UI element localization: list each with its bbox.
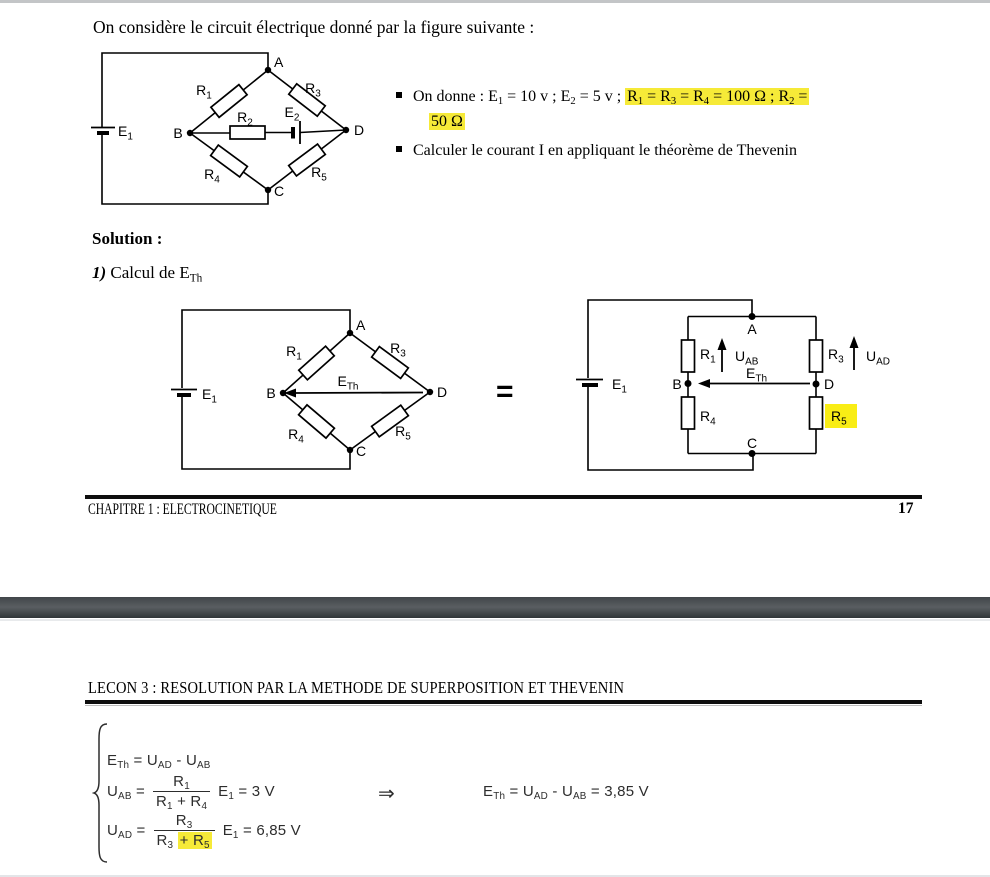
uab-denominator: $R_1 + R_4$: [153, 791, 210, 810]
circuit-bridge-figure: [85, 45, 385, 215]
uad-numerator: $R_3$: [175, 812, 193, 831]
label-eth: $E_{Th}$: [746, 365, 768, 385]
label-r5: $R_5$: [831, 408, 847, 428]
resistor-r4-box: [211, 145, 248, 177]
resistor-r4-box: [682, 397, 695, 429]
label-r5: $R_5$: [311, 164, 327, 184]
given-values-highlighted: $R_1 = R_3 = R_4 = 100$ Ω ; $R_2$ =: [627, 88, 808, 108]
resistor-r5-box: [810, 397, 823, 429]
label-node-b: B: [266, 385, 276, 401]
step-text: Calcul de $E_{Th}$: [110, 263, 203, 285]
label-r2: $R_2$: [237, 109, 253, 129]
bullet-item-text: [413, 84, 809, 134]
page-gap-lower-edge: [0, 619, 990, 621]
label-node-c: C: [746, 435, 758, 451]
uab-rhs: $E_1 = 3$ V: [218, 783, 275, 802]
resistor-r1-box: [682, 340, 695, 372]
label-r1: $R_1$: [700, 346, 716, 366]
step-number: 1): [92, 263, 107, 282]
lesson-heading-rule: [85, 700, 922, 704]
node-b-dot: [280, 390, 286, 396]
label-e1: $E_1$: [118, 123, 133, 143]
label-uab: $U_{AB}$: [735, 348, 759, 368]
eth-arrowhead: [698, 379, 710, 388]
label-e1: $E_1$: [202, 386, 217, 406]
footer-chapter-title: CHAPITRE 1 : ELECTROCINETIQUE: [88, 501, 277, 518]
r5-term-highlight: + $R_5$: [179, 832, 210, 851]
viewport-top-edge: [0, 0, 990, 3]
solution-heading: Solution :: [92, 229, 163, 248]
label-r4: $R_4$: [204, 166, 220, 186]
node-a-dot: [347, 330, 353, 336]
resistor-r4-box: [299, 405, 335, 438]
equivalence-equals-sign: =: [496, 375, 514, 408]
given-values-plain: On donne : $E_1 = 10$ v ; $E_2 = 5$ v ;: [413, 88, 626, 108]
label-r4: $R_4$: [700, 408, 716, 428]
uad-rhs: $E_1 = 6,85$ V: [222, 822, 301, 841]
uad-lhs: $U_{AD}$ =: [107, 822, 146, 841]
bullet-item-text: Calculer le courant I en appliquant le théorème de Thevenin: [413, 142, 797, 159]
label-r4: $R_4$: [288, 426, 304, 446]
equation-uab: [107, 773, 275, 810]
node-a-dot: [265, 67, 271, 73]
label-r3: $R_3$: [305, 80, 321, 100]
node-d-dot: [343, 127, 349, 133]
node-c-dot: [749, 450, 756, 457]
label-node-d: D: [824, 376, 835, 392]
circuit-thevenin-rectangular: [570, 290, 900, 485]
bullet-list: [396, 84, 944, 163]
node-c-dot: [265, 187, 271, 193]
label-node-a: A: [356, 317, 366, 333]
footer-rule: [85, 495, 922, 499]
uad-denominator: $R_3 + R_5$: [154, 830, 215, 849]
node-d-dot: [813, 381, 820, 388]
label-r1: $R_1$: [286, 343, 302, 363]
circuit-thevenin-bridge: [170, 300, 480, 480]
label-node-d: D: [354, 122, 365, 138]
label-r3: $R_3$: [828, 346, 844, 366]
page-gap-separator: [0, 597, 990, 618]
step-1-heading: [92, 263, 202, 283]
label-e1: $E_1$: [612, 376, 627, 396]
given-values-highlighted-2: 50 Ω: [431, 113, 463, 130]
resistor-r3-box: [810, 340, 823, 372]
node-a-dot: [749, 313, 756, 320]
node-d-dot: [427, 389, 433, 395]
equation-eth-definition: $E_{Th} = U_{AD} - U_{AB}$: [107, 752, 211, 771]
label-r3: $R_3$: [390, 340, 406, 360]
label-uad: $U_{AD}$: [866, 348, 891, 368]
lesson-heading-rule-shadow: [85, 705, 922, 706]
square-bullet-icon: [396, 146, 402, 152]
label-eth: $E_{Th}$: [337, 373, 359, 393]
label-node-b: B: [173, 125, 183, 141]
label-node-b: B: [672, 376, 682, 392]
label-e2: $E_2$: [284, 104, 300, 124]
lesson-heading: LECON 3 : RESOLUTION PAR LA METHODE DE SUPERPOSITION ET THEVENIN: [88, 678, 625, 697]
square-bullet-icon: [396, 92, 402, 98]
wire-middle-branch: [190, 130, 346, 133]
uab-fraction: [153, 773, 210, 810]
bullet-item-donnees: [396, 84, 944, 134]
label-node-c: C: [274, 183, 285, 199]
label-node-c: C: [356, 443, 367, 459]
label-node-d: D: [437, 384, 448, 400]
label-node-a: A: [747, 321, 757, 337]
node-b-dot: [187, 130, 193, 136]
uab-arrowhead: [718, 338, 727, 350]
eth-arrow: [295, 393, 423, 394]
node-b-dot: [685, 380, 692, 387]
equation-eth-result: $E_{Th} = U_{AD} - U_{AB} = 3,85$ V: [483, 783, 649, 802]
footer-page-number: 17: [898, 500, 914, 517]
intro-paragraph: On considère le circuit électrique donné par la figure suivante :: [93, 17, 535, 37]
label-r1: $R_1$: [196, 82, 212, 102]
label-r5: $R_5$: [395, 423, 411, 443]
equation-uad: [107, 812, 301, 849]
bullet-item-calculer: [396, 138, 944, 163]
node-c-dot: [347, 447, 353, 453]
resistor-r1-box: [299, 346, 335, 380]
uad-arrowhead: [850, 336, 859, 348]
uab-lhs: $U_{AB}$ =: [107, 783, 145, 802]
implies-arrow: ⇒: [378, 783, 395, 805]
uab-numerator: $R_1$: [173, 773, 190, 792]
uad-fraction: [154, 812, 215, 849]
label-node-a: A: [274, 54, 284, 70]
